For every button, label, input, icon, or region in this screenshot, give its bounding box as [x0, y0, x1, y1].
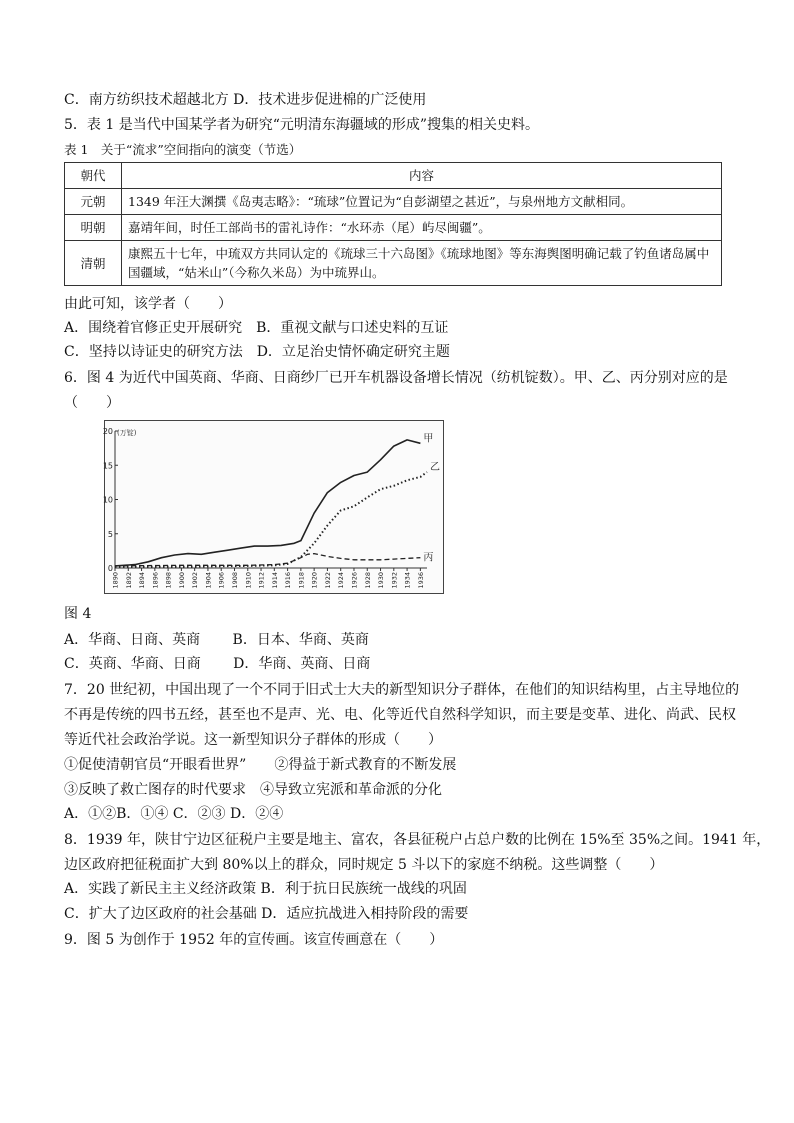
table-row: [65, 241, 722, 286]
q8-stem-2: 边区政府把征税面扩大到 80%以上的群众，同时规定 5 斗以下的家庭不纳税。这些调整（ ）: [64, 857, 664, 873]
q6-stem: 6．图 4 为近代中国英商、华商、日商纱厂已开车机器设备增长情况（纺机锭数）。甲、乙、丙分别对应的是: [64, 370, 728, 386]
q9-stem: 9．图 5 为创作于 1952 年的宣传画。该宣传画意在（ ）: [64, 932, 444, 948]
row-era: 元朝: [65, 189, 122, 215]
x-tick-label: 1894: [138, 572, 147, 589]
row-content: 1349 年汪大渊撰《岛夷志略》：“琉球”位置记为“自彭湖望之甚近”，与泉州地方文献相同。: [122, 189, 722, 215]
series-line-solid: [115, 440, 420, 566]
q7-stem-3: 等近代社会政治学说。这一新型知识分子群体的形成（ ）: [64, 732, 442, 748]
series-label: 丙: [423, 552, 434, 564]
x-tick-label: 1902: [191, 572, 200, 589]
x-tick-label: 1890: [111, 572, 120, 589]
x-tick-label: 1900: [177, 572, 186, 589]
y-tick-label: 10: [102, 495, 113, 505]
y-unit-label: (万锭): [117, 429, 137, 437]
table-row: [65, 189, 722, 215]
y-tick-label: 5: [107, 529, 113, 539]
table-header-row: [65, 163, 722, 189]
q7-stem-2: 不再是传统的四书五经，甚至也不是声、光、电、化等近代自然科学知识，而主要是变革、进化、尚武、民权: [64, 707, 736, 723]
x-tick-label: 1922: [323, 572, 332, 589]
q8-options-ab: A．实践了新民主主义经济政策 B．利于抗日民族统一战线的巩固: [64, 881, 467, 897]
x-tick-label: 1934: [403, 572, 412, 589]
x-tick-label: 1932: [390, 572, 399, 589]
y-tick-label: 0: [107, 564, 113, 573]
row-content: 康熙五十七年，中琉双方共同认定的《琉球三十六岛图》《琉球地图》等东海舆图明确记载了钓鱼诸岛属中国疆域，“姑米山”（今称久米岛）为中琉界山。: [122, 241, 722, 286]
x-tick-label: 1916: [284, 572, 293, 589]
q7-statements-12: ①促使清朝官员“开眼看世界” ②得益于新式教育的不断发展: [64, 757, 457, 773]
series-label: 乙: [430, 462, 440, 474]
x-tick-label: 1896: [151, 572, 160, 589]
q5-question: 由此可知，该学者（ ）: [64, 296, 232, 312]
q7-stem-1: 7．20 世纪初，中国出现了一个不同于旧式士大夫的新型知识分子群体，在他们的知识结构里，占主导地位的: [64, 682, 740, 698]
series-line-dotted: [115, 472, 427, 566]
row-era: 清朝: [65, 241, 122, 286]
x-tick-label: 1914: [270, 572, 279, 589]
q8-stem-1: 8．1939 年，陕甘宁边区征税户主要是地主、富农，各县征税户占总户数的比例在 15%至 35%之间。1941 年，: [64, 832, 771, 848]
header-era: 朝代: [65, 163, 122, 189]
x-tick-label: 1892: [124, 572, 133, 589]
row-era: 明朝: [65, 215, 122, 241]
series-line-dashed: [115, 554, 420, 566]
y-tick-label: 15: [102, 461, 113, 471]
x-tick-label: 1930: [377, 572, 386, 589]
q4-options-cd: C．南方纺织技术超越北方 D．技术进步促进棉的广泛使用: [64, 92, 427, 108]
x-tick-label: 1918: [297, 572, 306, 589]
q6-stem-cont: （ ）: [64, 395, 120, 411]
spindle-growth-chart: [102, 421, 443, 593]
x-tick-label: 1898: [164, 572, 173, 589]
q7-options: A．①②B．①④ C．②③ D．②④: [64, 806, 284, 822]
x-tick-label: 1912: [257, 572, 266, 589]
x-tick-label: 1910: [244, 572, 253, 589]
q5-stem: 5．表 1 是当代中国某学者为研究“元明清东海疆域的形成”搜集的相关史料。: [64, 117, 540, 133]
y-tick-label: 20: [102, 427, 113, 436]
header-content: 内容: [122, 163, 722, 189]
q5-options-ab: A．围绕着官修正史开展研究 B．重视文献与口述史料的互证: [64, 320, 449, 336]
q5-options-cd: C．坚持以诗证史的研究方法 D．立足治史情怀确定研究主题: [64, 344, 450, 360]
series-label: 甲: [423, 433, 434, 445]
x-tick-label: 1906: [217, 572, 226, 589]
figure-4-caption: 图 4: [64, 606, 92, 622]
figure-4-chart: [104, 420, 444, 594]
x-tick-label: 1908: [230, 572, 239, 589]
table-row: [65, 215, 722, 241]
table-caption: 表 1 关于“流求”空间指向的演变（节选）: [64, 142, 302, 157]
q6-options-ab: A．华商、日商、英商 B．日本、华商、英商: [64, 632, 369, 648]
x-tick-label: 1928: [363, 572, 372, 589]
q8-options-cd: C．扩大了边区政府的社会基础 D．适应抗战进入相持阶段的需要: [64, 906, 469, 922]
x-tick-label: 1920: [310, 572, 319, 589]
row-content: 嘉靖年间，时任工部尚书的雷礼诗作：“水环赤（尾）屿尽闽疆”。: [122, 215, 722, 241]
history-table: [64, 162, 722, 286]
x-tick-label: 1926: [350, 572, 359, 589]
q7-statements-34: ③反映了救亡图存的时代要求 ④导致立宪派和革命派的分化: [64, 782, 442, 798]
x-tick-label: 1904: [204, 572, 213, 589]
x-tick-label: 1936: [416, 572, 425, 589]
q6-options-cd: C．英商、华商、日商 D．华商、英商、日商: [64, 656, 371, 672]
x-tick-label: 1924: [337, 572, 346, 589]
